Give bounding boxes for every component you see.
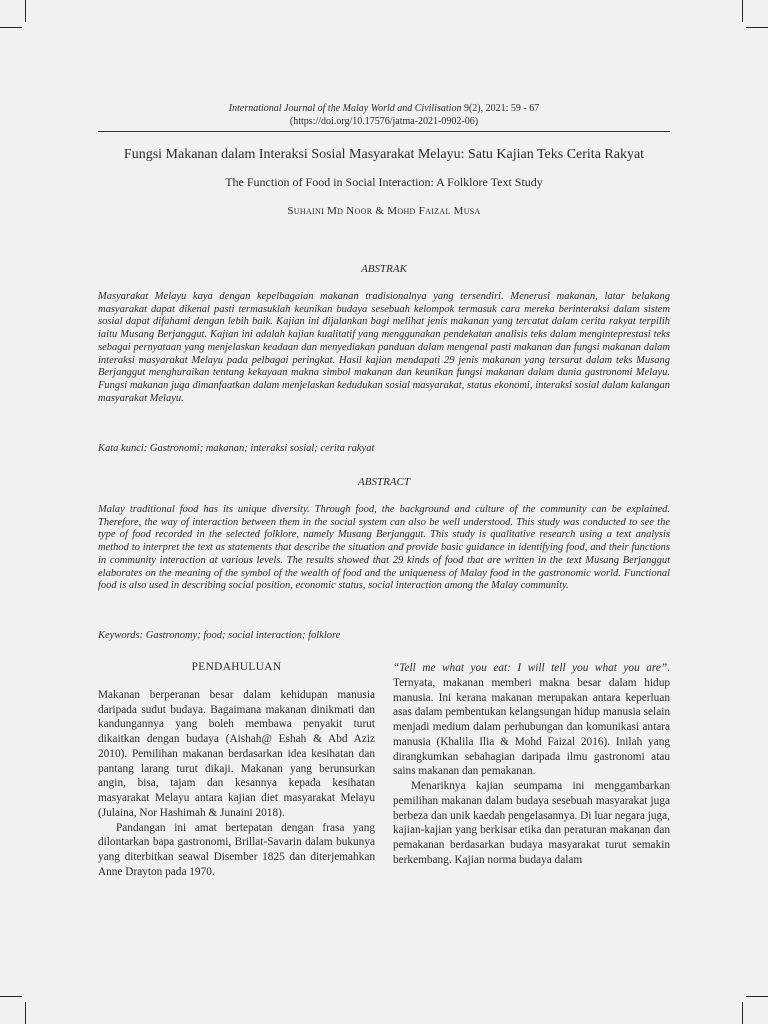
abstrak-keywords: Kata kunci: Gastronomi; makanan; interaksi sosial; cerita rakyat: [98, 443, 375, 454]
journal-issue: 9(2), 2021: 59 - 67: [461, 103, 540, 114]
title-malay: Fungsi Makanan dalam Interaksi Sosial Masyarakat Melayu: Satu Kajian Teks Cerita Rakyat: [123, 147, 645, 162]
paragraph: Pandangan ini amat bertepatan dengan frasa yang dilontarkan bapa gastronomi, Brillat-Savarin dalam bukunya yang diterbitkan seawal Disember 1825 dan diterjemahkan Anne Drayton pada 1970.: [98, 821, 375, 878]
crop-mark: [0, 27, 22, 28]
paragraph: Makanan berperanan besar dalam kehidupan manusia daripada sudut budaya. Bagaimana makanan dinikmati dan kandungannya yang boleh membawa penyakit turut dikaitkan dengan budaya (Aishah@ Eshah & Abd Aziz 2010). Pemilihan makanan berdasarkan idea kesihatan dan pantang larang turut dikaji. Makanan yang berunsurkan angin, bisa, tajam dan kesannya kepada kesihatan masyarakat Melayu antara kajian diet masyarakat Melayu (Julaina, Nor Hashimah & Junaini 2018).: [98, 688, 375, 819]
abstract-keywords: Keywords: Gastronomy; food; social interaction; folklore: [98, 630, 341, 641]
section-heading-pendahuluan: PENDAHULUAN: [191, 661, 282, 673]
abstract-text: Malay traditional food has its unique diversity. Through food, the background and culture of the community can be explained. Therefore, the way of interaction between them in the social system can also be well understood. This study was conducted to see the type of food recorded in the selected folklore, namely Musang Berjanggut. This study is qualitative research using a text analysis method to interpret the text as statements that describe the situation and provide basic guidance in identifying food, and their functions in community interaction at various levels. The results showed that 29 kinds of food that are written in the text Musang Berjanggut elaborates on the meaning of the symbol of the wealth of food and the uniqueness of Malay food in the gastronomic world. Functional food is also used in describing social position, economic status, social interaction among the Malay community.: [98, 504, 670, 592]
header-rule: [98, 131, 670, 132]
body-right-column: [393, 661, 670, 868]
body-left-column: [98, 660, 375, 880]
abstrak-heading: ABSTRAK: [361, 263, 407, 275]
crop-mark: [742, 1002, 743, 1024]
authors: Suhaini Md Noor & Mohd Faizal Musa: [287, 205, 481, 217]
crop-mark: [742, 0, 743, 22]
journal-citation: [0, 103, 768, 115]
paragraph: [393, 661, 670, 779]
crop-mark: [746, 27, 768, 28]
title-english: The Function of Food in Social Interaction: A Folklore Text Study: [225, 175, 543, 189]
crop-mark: [25, 1002, 26, 1024]
abstrak-text: Masyarakat Melayu kaya dengan kepelbagaian makanan tradisionalnya yang tersendiri. Menerusi makanan, latar belakang masyarakat dapat dikenal pasti termasuklah keunikan budaya sesebuah kelompok termasuk cara mereka berinteraksi dalam sistem sosial dapat difahami dengan lebih baik. Kajian ini dijalankan bagi melihat jenis makanan yang tercatat dalam cerita rakyat terpilih iaitu Musang Berjanggut. Kajian ini adalah kajian kualitatif yang menggunakan pendekatan analisis teks dalam menginteprestasi teks sebagai pernyataan yang menjelaskan keadaan dan menyediakan panduan dalam mengenal pasti makanan dan fungsi makanan dalam interaksi masyarakat Melayu pada pelbagai peringkat. Hasil kajian mendapati 29 jenis makanan yang tersurat dalam teks Musang Berjanggut menghuraikan tentang kekayaan makna simbol makanan dan keunikan fungsi makanan dalam dunia gastronomi Melayu. Fungsi makanan juga dimanfaatkan dalam menjelaskan kedudukan sosial masyarakat, status ekonomi, interaksi sosial dalam kalangan masyarakat Melayu.: [98, 291, 670, 404]
crop-mark: [0, 996, 22, 997]
crop-mark: [25, 0, 26, 22]
quote: “Tell me what you eat: I will tell you what you are”: [393, 662, 668, 674]
journal-name: International Journal of the Malay World and Civilisation: [228, 103, 462, 114]
paragraph: Menariknya kajian seumpama ini menggambarkan pemilihan makanan dalam budaya sesebuah masyarakat juga berbeza dan unik kaedah pengelasannya. Di luar negara juga, kajian-kajian yang berkisar etika dan peraturan makanan dan pemakanan berdasarkan budaya masyarakat turut semakin berkembang. Kajian norma budaya dalam: [393, 780, 670, 866]
crop-mark: [746, 996, 768, 997]
paragraph-text: . Ternyata, makanan memberi makna besar dalam hidup manusia. Ini kerana makanan merupakan antara keperluan asas dalam pembentukan kelangsungan hidup manusia selain menjadi medium dalam perhubungan dan komunikasi antara manusia (Khalila Ilia & Mohd Faizal 2016). Inilah yang dirangkumkan sebahagian daripada ilmu gastronomi atau sains makanan dan pemakanan.: [393, 662, 670, 778]
abstract-heading: ABSTRACT: [358, 476, 410, 488]
doi-link[interactable]: (https://doi.org/10.17576/jatma-2021-0902-06): [289, 116, 479, 127]
